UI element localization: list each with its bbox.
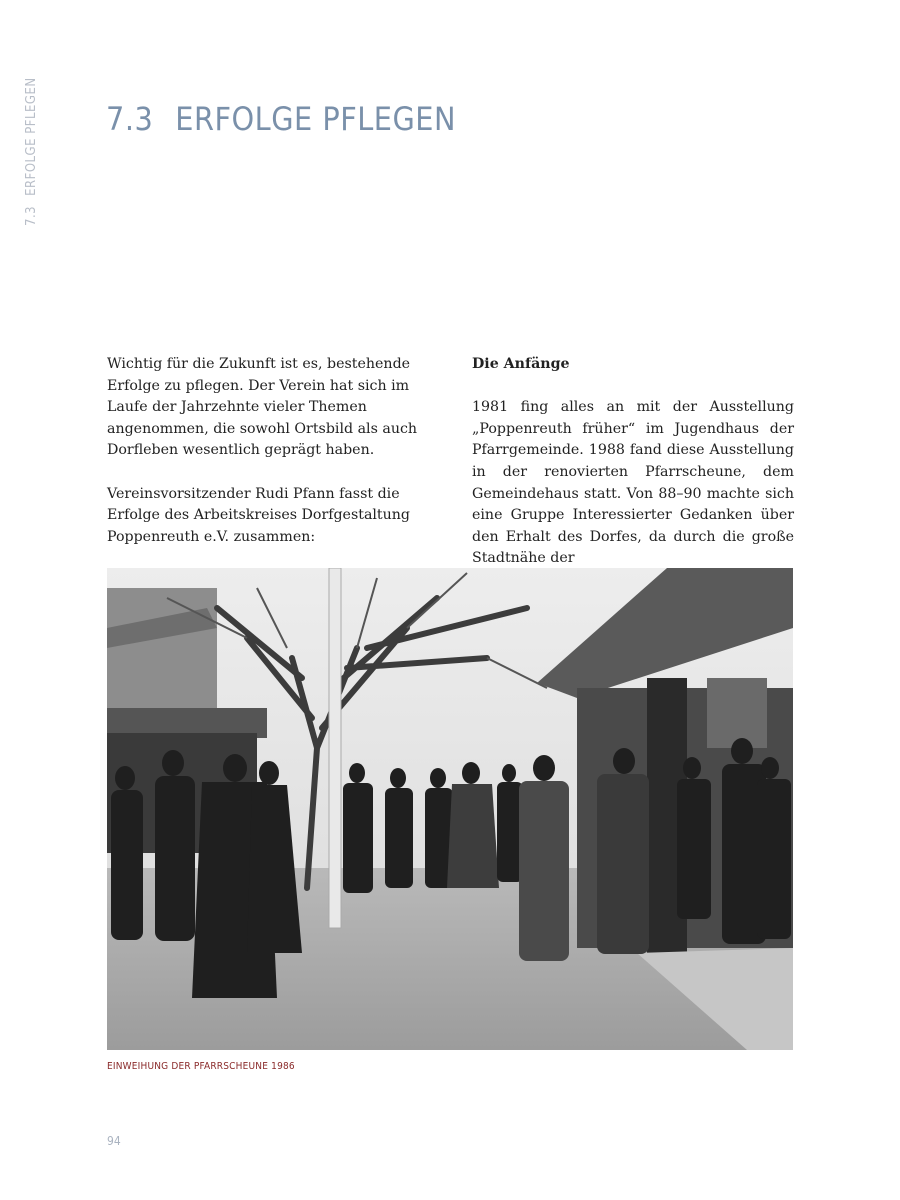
history-paragraph: 1981 fing alles an mit der Ausstellung „Poppenreuth früher“ im Jugendhaus der Pfarrgemeinde. 1988 fand diese Ausstellung in der renovierten Pfarrscheune, dem Gemeindehaus statt. Von 88–90 machte sich eine Gruppe Interessierter Gedanken über den Erhalt des Dorfes, da durch die große Stadtnähe der [472,399,794,567]
intro-paragraph: Wichtig für die Zukunft ist es, bestehende Erfolge zu pflegen. Der Verein hat sich im Laufe der Jahrzehnte vieler Themen angenommen, die sowohl Ortsbild als auch Dorfleben wesentlich geprägt haben. [107,356,418,459]
historic-photo [107,568,793,1050]
photo-illustration [107,568,793,1050]
section-heading: Die Anfänge [472,356,570,372]
summary-paragraph: Vereinsvorsitzender Rudi Pfann fasst die Erfolge des Arbeitskreises Dorfgestaltung Poppenreuth e.V. zusammen: [107,485,410,545]
side-section-title: ERFOLGE PFLEGEN [24,77,39,196]
chapter-number: 7.3 [106,100,154,138]
side-section-number: 7.3 [24,205,39,226]
right-text-column [472,354,794,592]
chapter-title: ERFOLGE PFLEGEN [175,100,457,138]
side-running-header [24,77,39,226]
left-text-column [107,354,429,570]
photo-caption: EINWEIHUNG DER PFARRSCHEUNE 1986 [107,1061,295,1072]
page-number: 94 [107,1134,121,1148]
chapter-heading [106,100,456,138]
